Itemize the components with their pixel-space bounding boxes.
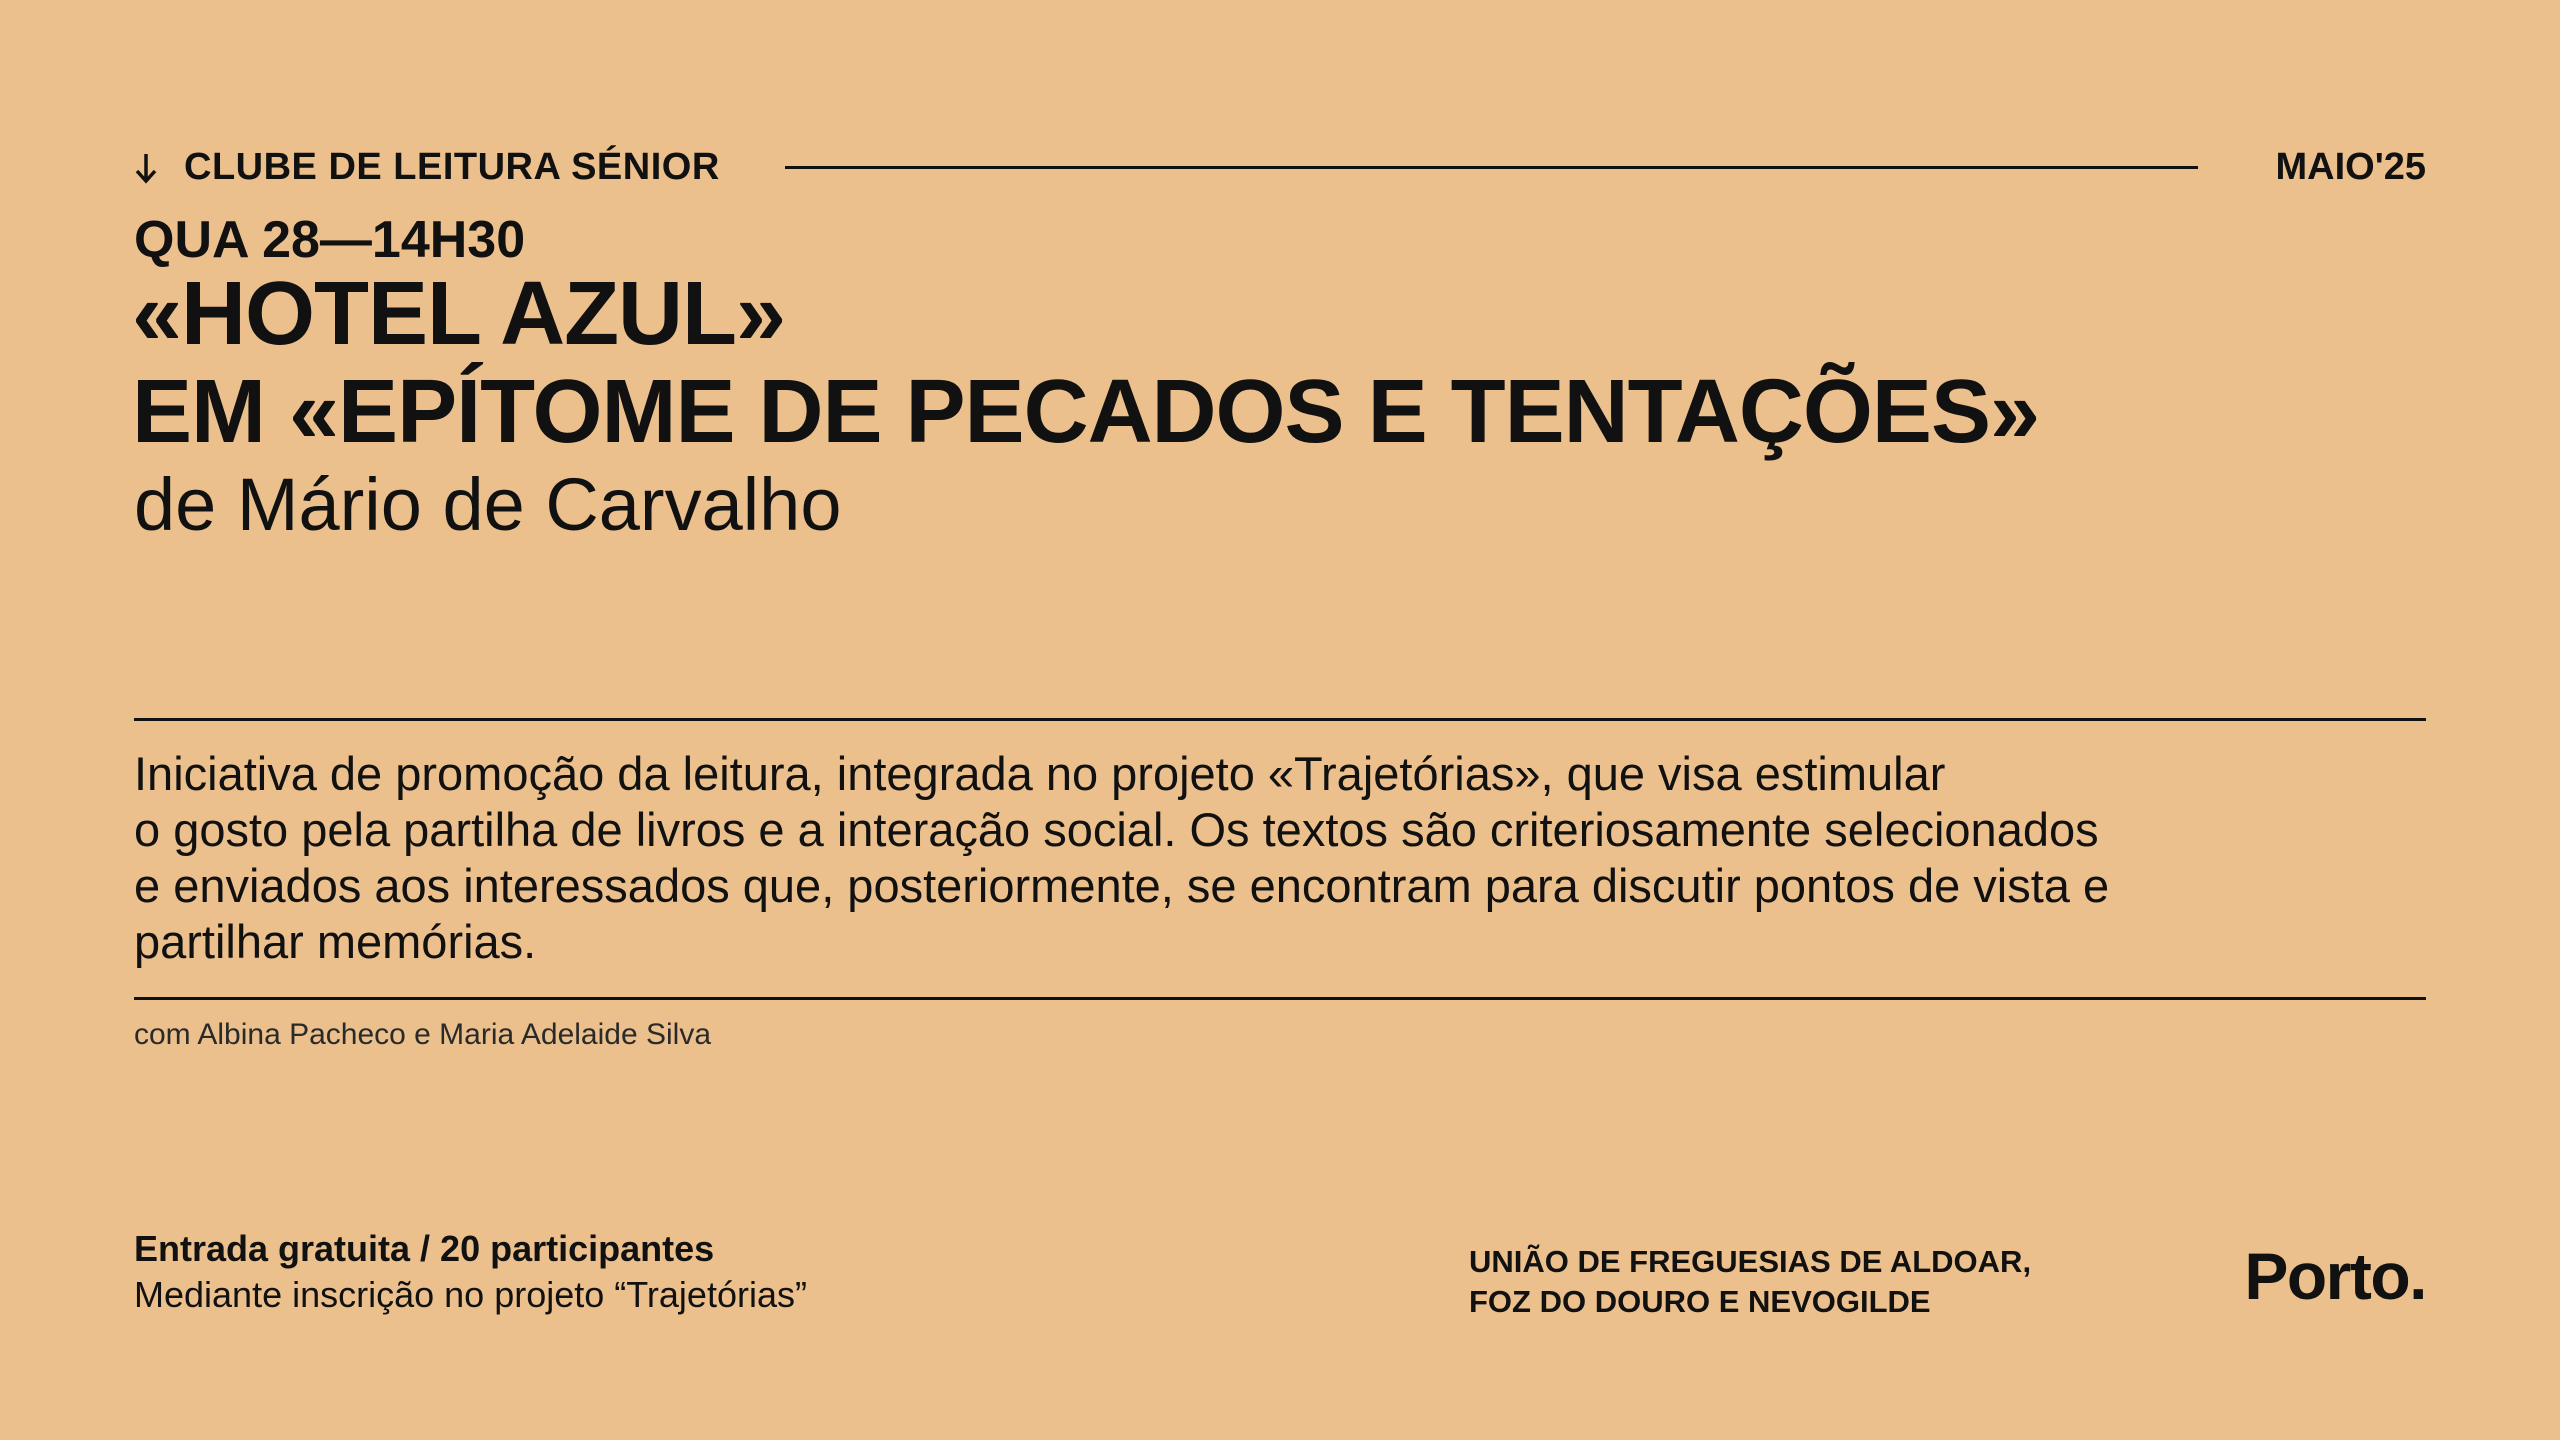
event-title-line-2: EM «EPÍTOME DE PECADOS E TENTAÇÕES» bbox=[132, 362, 2040, 462]
description-top-divider bbox=[134, 718, 2426, 721]
entry-info: Entrada gratuita / 20 participantes bbox=[134, 1228, 715, 1269]
registration-info: Mediante inscrição no projeto “Trajetórias” bbox=[134, 1274, 807, 1315]
parish-line: UNIÃO DE FREGUESIAS DE ALDOAR, bbox=[1469, 1244, 2032, 1279]
description-bottom-divider bbox=[134, 997, 2426, 1000]
arrow-down-icon bbox=[134, 150, 158, 186]
parish-name bbox=[1469, 1242, 2031, 1322]
description-line: Iniciativa de promoção da leitura, integrada no projeto «Trajetórias», que visa estimular bbox=[134, 747, 1946, 800]
month-label: MAIO'25 bbox=[2275, 146, 2426, 188]
porto-logo: Porto. bbox=[2244, 1239, 2426, 1313]
description-line: partilhar memórias. bbox=[134, 915, 537, 968]
event-description bbox=[134, 746, 2434, 970]
event-title-line-1: «HOTEL AZUL» bbox=[132, 264, 786, 364]
description-line: o gosto pela partilha de livros e a interação social. Os textos são criteriosamente selecionados bbox=[134, 803, 2099, 856]
header-divider bbox=[785, 166, 2198, 169]
event-hosts: com Albina Pacheco e Maria Adelaide Silva bbox=[134, 1018, 712, 1051]
description-line: e enviados aos interessados que, posteriormente, se encontram para discutir pontos de vista e bbox=[134, 859, 2110, 912]
series-label: CLUBE DE LEITURA SÉNIOR bbox=[184, 146, 720, 188]
event-author: de Mário de Carvalho bbox=[134, 463, 842, 546]
event-datetime: QUA 28—14H30 bbox=[134, 211, 526, 269]
parish-line: FOZ DO DOURO E NEVOGILDE bbox=[1469, 1284, 1931, 1319]
